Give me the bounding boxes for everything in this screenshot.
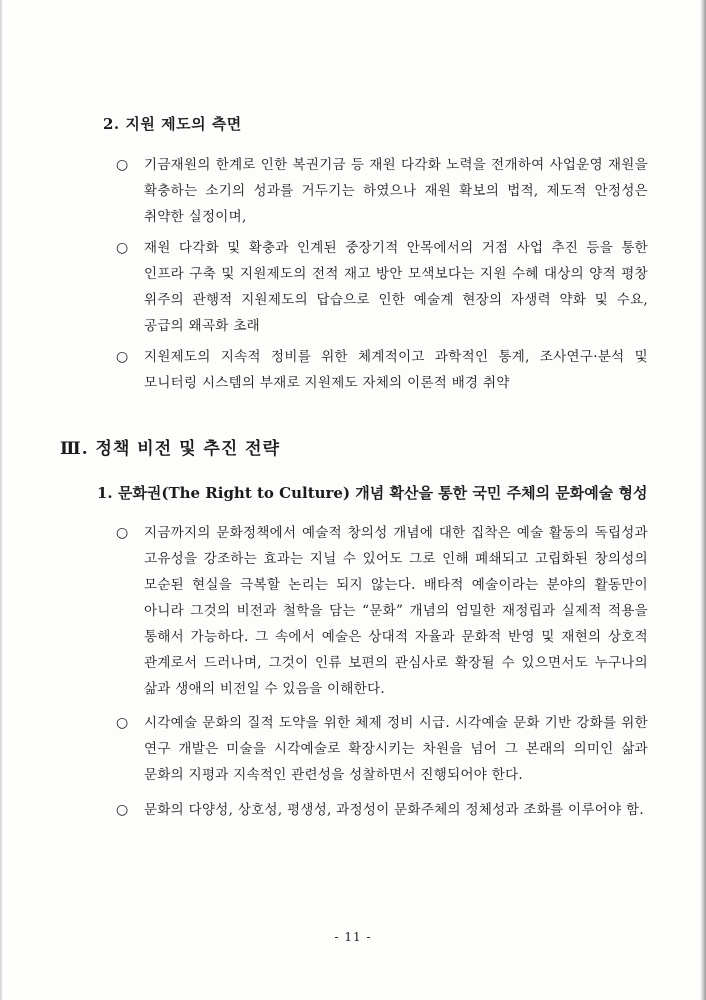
list-item	[116, 520, 648, 702]
bullet-circle: ○	[116, 349, 129, 365]
list-item	[116, 235, 648, 339]
page-number: - 11 -	[334, 930, 372, 944]
list-item-text: 지금까지의 문화정책에서 예술적 창의성 개념에 대한 집착은 예술 활동의 독립성과 고유성을 강조하는 효과는 지닐 수 있어도 그로 인해 폐쇄되고 고립화된 창의성의 모순된 현실을 극복할 논리는 되지 않는다. 배타적 예술이라는 분야의 활동만이 아니라 그것의 비전과 철학을 담는 “문화” 개념의 엄밀한 재정립과 실제적 적용을 통해서 가능하다. 그 속에서 예술은 상대적 자율과 문화적 반영 및 재현의 상호적 관계로서 드러나며, 그것이 인류 보편의 관심사로 확장될 수 있으면서도 누구나의 삶과 생애의 비전일 수 있음을 이해한다.	[144, 525, 648, 697]
bullet-circle: ○	[116, 802, 129, 818]
bullet-circle: ○	[116, 525, 129, 541]
bullet-circle: ○	[116, 715, 129, 731]
section-2-heading: 2. 지원 제도의 측면	[103, 115, 242, 133]
list-item	[116, 797, 648, 823]
list-item	[116, 710, 648, 788]
section-3-heading: Ⅲ. 정책 비전 및 추진 전략	[60, 439, 281, 459]
list-item-text: 문화의 다양성, 상호성, 평생성, 과정성이 문화주체의 정체성과 조화를 이루어야 함.	[144, 802, 644, 818]
list-item-text: 지원제도의 지속적 정비를 위한 체계적이고 과학적인 통계, 조사연구·분석 및 모니터링 시스템의 부재로 지원제도 자체의 이론적 배경 취약	[144, 349, 648, 391]
list-item	[116, 344, 648, 396]
section-3-subheading: 1. 문화권(The Right to Culture) 개념 확산을 통한 국민 주체의 문화예술 형성	[97, 484, 648, 502]
bullet-circle: ○	[116, 240, 129, 256]
scan-edge-left	[0, 0, 3, 1000]
bullet-circle: ○	[116, 157, 129, 173]
list-item-text: 재원 다각화 및 확충과 인계된 중장기적 안목에서의 거점 사업 추진 등을 통한 인프라 구축 및 지원제도의 전적 재고 방안 모색보다는 지원 수혜 대상의 양적 평창 위주의 관행적 지원제도의 답습으로 인한 예술계 현장의 자생력 약화 및 수요, 공급의 왜곡화 초래	[144, 240, 648, 334]
scan-edge-right	[700, 0, 706, 1000]
list-item-text: 기금재원의 한계로 인한 복권기금 등 재원 다각화 노력을 전개하여 사업운영 재원을 확충하는 소기의 성과를 거두기는 하였으나 재원 확보의 법적, 제도적 안정성은 취약한 실정이며,	[144, 157, 648, 225]
list-item	[116, 152, 648, 230]
list-item-text: 시각예술 문화의 질적 도약을 위한 체제 정비 시급. 시각예술 문화 기반 강화를 위한 연구 개발은 미술을 시각예술로 확장시키는 차원을 넘어 그 본래의 의미인 삶과 문화의 지평과 지속적인 관련성을 성찰하면서 진행되어야 한다.	[144, 715, 648, 783]
